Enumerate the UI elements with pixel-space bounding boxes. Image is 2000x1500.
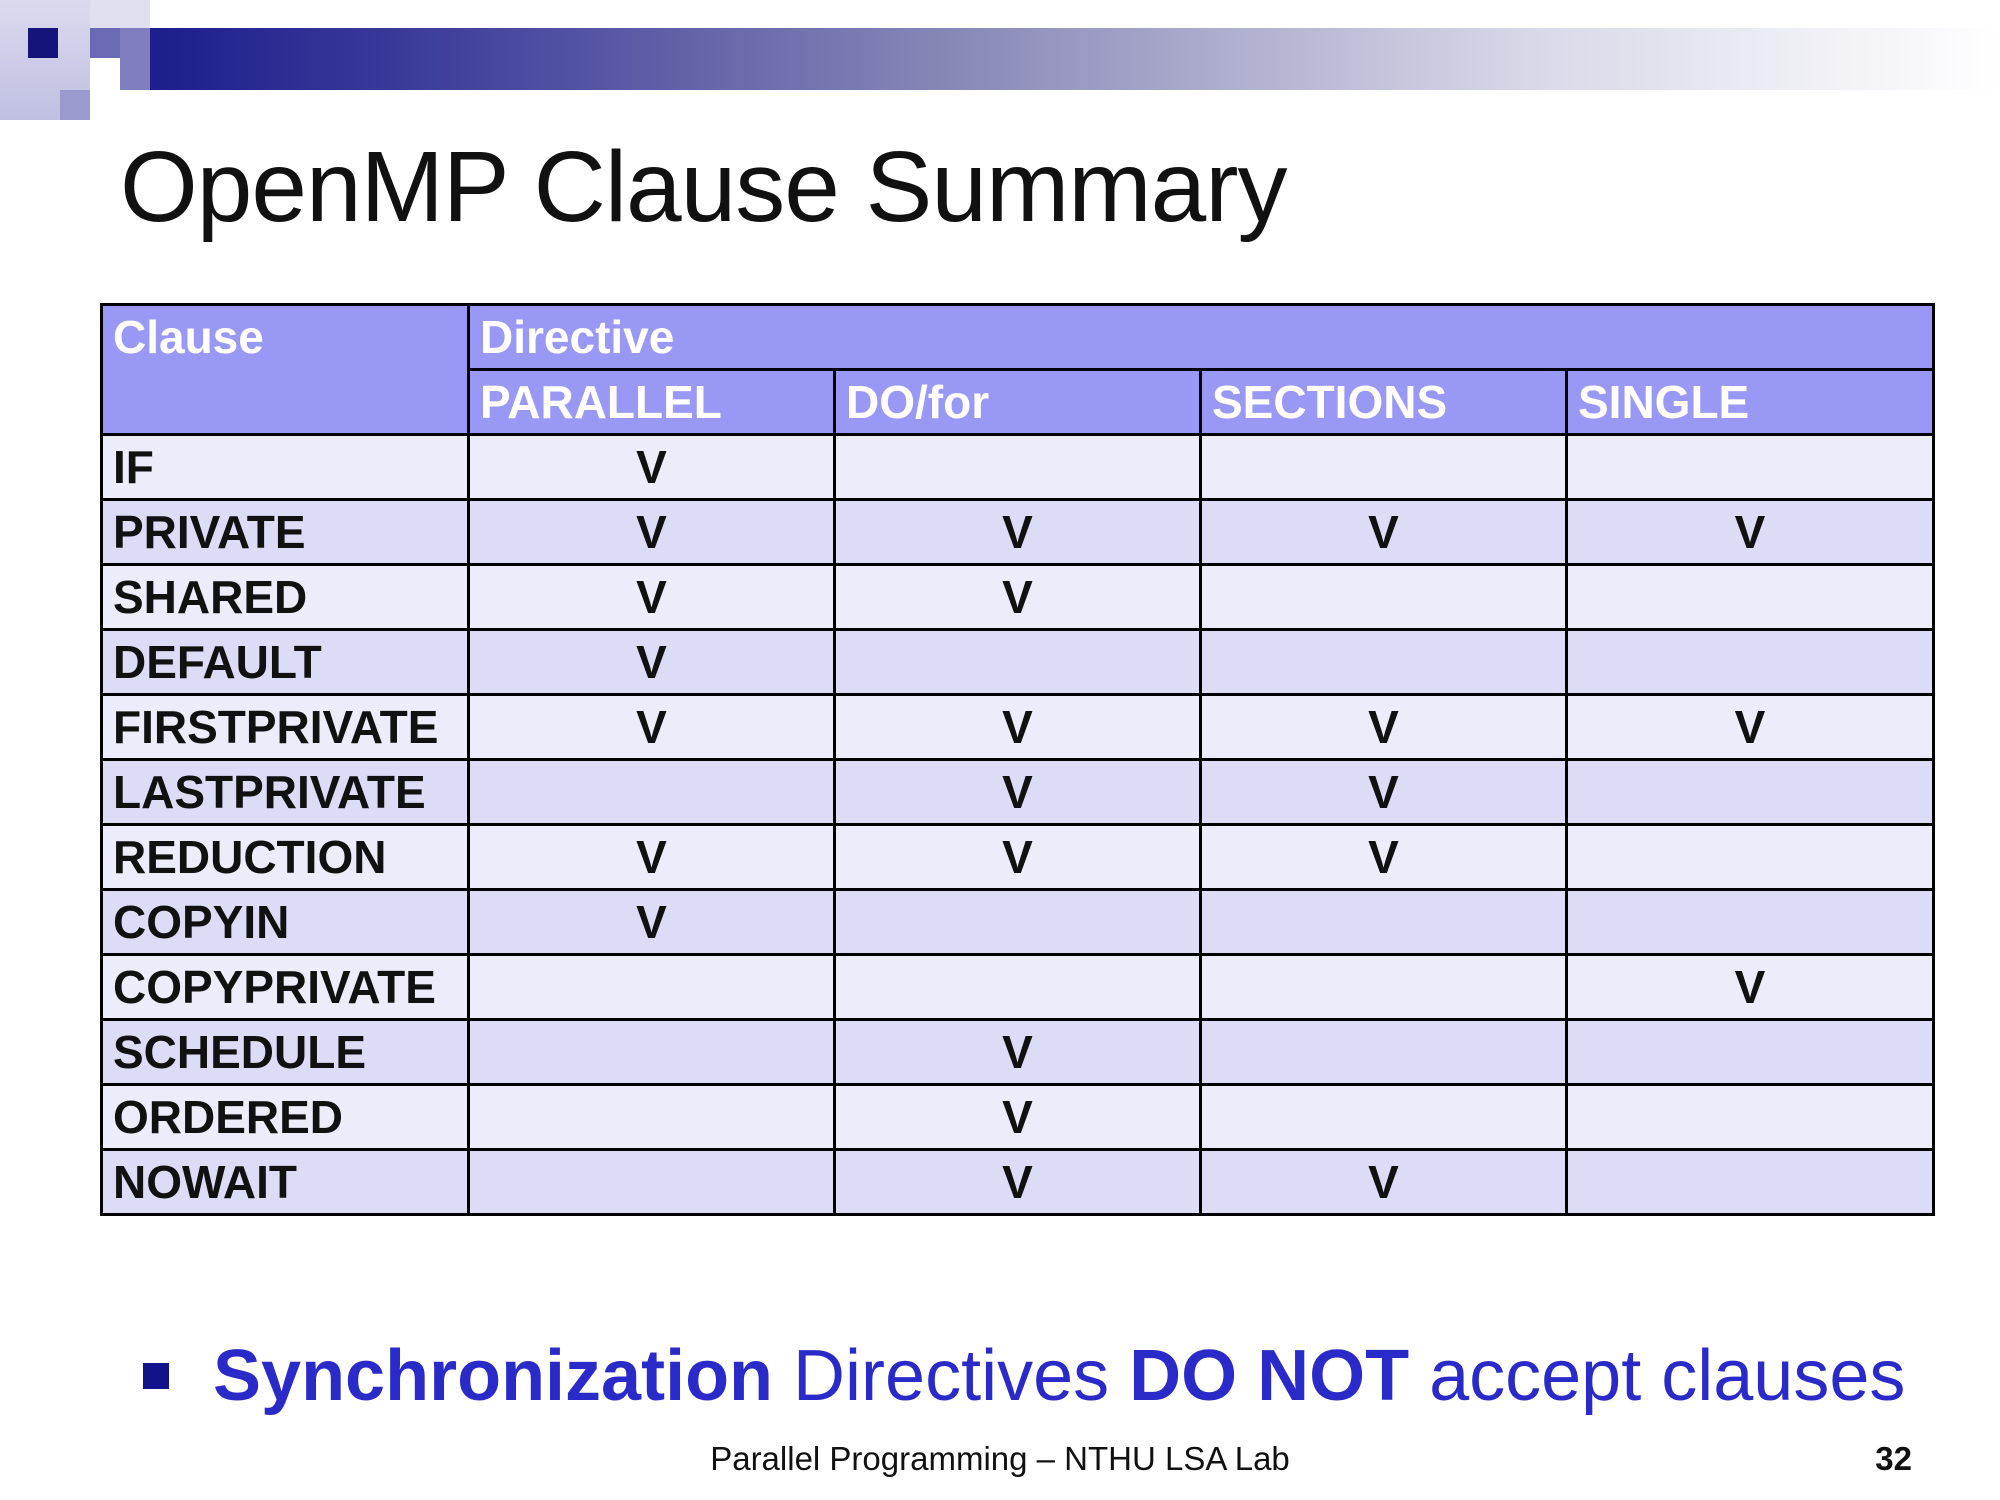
- clause-name: SCHEDULE: [102, 1020, 469, 1085]
- support-mark: [469, 1150, 835, 1215]
- clause-name: DEFAULT: [102, 630, 469, 695]
- clause-summary-table: [100, 303, 1935, 1216]
- support-mark: [1567, 1150, 1934, 1215]
- support-mark: [835, 890, 1201, 955]
- support-mark: V: [835, 760, 1201, 825]
- bullet-emphasis-synchronization: Synchronization: [213, 1336, 774, 1416]
- support-mark: V: [1567, 500, 1934, 565]
- support-mark: [1201, 1085, 1567, 1150]
- header-gradient-bar: [120, 28, 2000, 90]
- table-row: [102, 565, 1934, 630]
- clause-name: COPYPRIVATE: [102, 955, 469, 1020]
- square-bullet-icon: [143, 1363, 169, 1389]
- table-row: [102, 760, 1934, 825]
- decor-square: [60, 90, 90, 120]
- support-mark: V: [469, 695, 835, 760]
- slide-title: OpenMP Clause Summary: [120, 131, 1287, 243]
- clause-name: IF: [102, 435, 469, 500]
- clause-name: NOWAIT: [102, 1150, 469, 1215]
- support-mark: V: [835, 695, 1201, 760]
- clause-name: SHARED: [102, 565, 469, 630]
- table-row: [102, 500, 1934, 565]
- directive-header-sections: SECTIONS: [1201, 370, 1567, 435]
- support-mark: [469, 955, 835, 1020]
- support-mark: V: [835, 1020, 1201, 1085]
- decor-square: [28, 28, 58, 58]
- support-mark: [1567, 630, 1934, 695]
- slide-footer: Parallel Programming – NTHU LSA Lab: [710, 1440, 1290, 1477]
- clause-name: COPYIN: [102, 890, 469, 955]
- support-mark: [1567, 565, 1934, 630]
- support-mark: V: [1201, 1150, 1567, 1215]
- table-row: [102, 695, 1934, 760]
- directive-group-header: Directive: [469, 305, 1934, 370]
- support-mark: [1201, 435, 1567, 500]
- support-mark: V: [469, 630, 835, 695]
- support-mark: [1567, 435, 1934, 500]
- table-row: [102, 890, 1934, 955]
- support-mark: V: [835, 565, 1201, 630]
- decor-square: [90, 28, 120, 58]
- support-mark: [1567, 890, 1934, 955]
- directive-header-single: SINGLE: [1567, 370, 1934, 435]
- support-mark: V: [1201, 825, 1567, 890]
- support-mark: [1567, 1085, 1934, 1150]
- support-mark: [835, 955, 1201, 1020]
- support-mark: [1201, 1020, 1567, 1085]
- support-mark: V: [1201, 695, 1567, 760]
- support-mark: V: [469, 500, 835, 565]
- clause-name: LASTPRIVATE: [102, 760, 469, 825]
- support-mark: [469, 760, 835, 825]
- support-mark: [1201, 630, 1567, 695]
- support-mark: V: [1567, 695, 1934, 760]
- table-row: [102, 1085, 1934, 1150]
- support-mark: [1201, 565, 1567, 630]
- table-row: [102, 630, 1934, 695]
- table-row: [102, 435, 1934, 500]
- clause-name: ORDERED: [102, 1085, 469, 1150]
- decor-square: [90, 0, 150, 28]
- clause-name: FIRSTPRIVATE: [102, 695, 469, 760]
- support-mark: V: [835, 1150, 1201, 1215]
- table-row: [102, 1020, 1934, 1085]
- table-row: [102, 1150, 1934, 1215]
- support-mark: V: [1201, 500, 1567, 565]
- clause-column-header: Clause: [102, 305, 469, 435]
- table-row: [102, 825, 1934, 890]
- clause-name: PRIVATE: [102, 500, 469, 565]
- bullet-text-directives: Directives: [773, 1336, 1130, 1416]
- clause-name: REDUCTION: [102, 825, 469, 890]
- support-mark: [1567, 760, 1934, 825]
- directive-header-do-for: DO/for: [835, 370, 1201, 435]
- support-mark: [835, 435, 1201, 500]
- support-mark: V: [469, 825, 835, 890]
- table-row: [102, 955, 1934, 1020]
- support-mark: [469, 1020, 835, 1085]
- support-mark: [1201, 890, 1567, 955]
- support-mark: V: [835, 825, 1201, 890]
- page-number: 32: [1875, 1440, 1912, 1477]
- support-mark: [1201, 955, 1567, 1020]
- support-mark: V: [1567, 955, 1934, 1020]
- bullet-emphasis-do-not: DO NOT: [1129, 1336, 1410, 1416]
- decor-square: [120, 28, 150, 90]
- support-mark: V: [835, 1085, 1201, 1150]
- support-mark: [835, 630, 1201, 695]
- bullet-text: [213, 1335, 1905, 1417]
- support-mark: V: [469, 565, 835, 630]
- support-mark: [1567, 825, 1934, 890]
- support-mark: V: [835, 500, 1201, 565]
- support-mark: V: [469, 890, 835, 955]
- support-mark: V: [1201, 760, 1567, 825]
- support-mark: V: [469, 435, 835, 500]
- directive-header-parallel: PARALLEL: [469, 370, 835, 435]
- support-mark: [1567, 1020, 1934, 1085]
- bullet-text-accept: accept clauses: [1409, 1336, 1906, 1416]
- bullet-point: [143, 1335, 1905, 1417]
- support-mark: [469, 1085, 835, 1150]
